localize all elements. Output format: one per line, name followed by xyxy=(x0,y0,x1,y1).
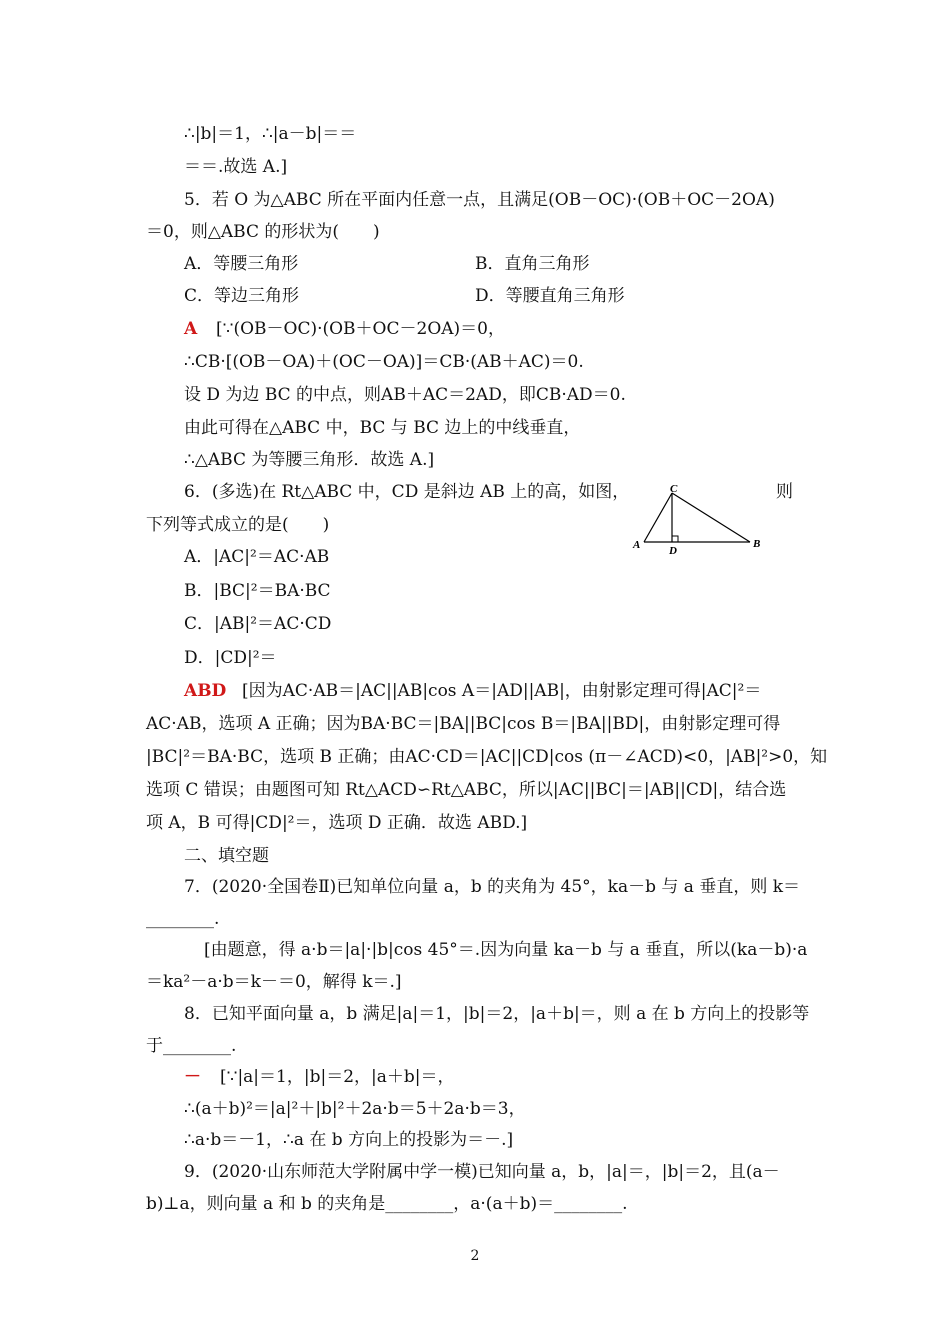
question-9: 9．(2020·山东师范大学附属中学一模)已知向量 a，b，|a|＝，|b|＝2，且(a－ xyxy=(184,1162,780,1182)
right-triangle-figure xyxy=(630,482,770,560)
question-6: 6．(多选)在 Rt△ABC 中，CD 是斜边 AB 上的高，如图， xyxy=(184,482,630,502)
label-c: C xyxy=(670,483,678,495)
answer-label: A xyxy=(184,319,198,339)
answer-label: － xyxy=(184,1067,201,1087)
text-line: 则 xyxy=(776,482,793,502)
option-b: B．|BC|²＝BA·BC xyxy=(184,581,331,601)
answer-blank: ________. xyxy=(146,909,220,929)
option-d: D．|CD|²＝ xyxy=(184,648,277,668)
side-cb xyxy=(672,493,750,542)
page-number: 2 xyxy=(470,1248,480,1264)
solution-line: 选项 C 错误；由题图可知 Rt△ACD∽Rt△ABC，所以|AC||BC|＝|AB||CD|，结合选 xyxy=(146,780,787,800)
label-d: D xyxy=(669,545,677,557)
solution-line: 由此可得在△ABC 中，BC 与 BC 边上的中线垂直， xyxy=(184,418,581,438)
answer-blank: 于________. xyxy=(146,1036,237,1056)
option-b: B．直角三角形 xyxy=(475,254,590,274)
solution-line: ∴CB·[(OB－OA)＋(OC－OA)]＝CB·(AB＋AC)＝0. xyxy=(184,352,584,372)
solution-line: [∵|a|＝1，|b|＝2，|a＋b|＝， xyxy=(220,1067,455,1087)
question-5: 5．若 O 为△ABC 所在平面内任意一点，且满足(OB－OC)·(OB＋OC－2OA) xyxy=(184,190,775,210)
right-angle-mark xyxy=(672,536,678,542)
answer-label: ABD xyxy=(184,681,227,701)
option-c: C．|AB|²＝AC·CD xyxy=(184,614,332,634)
text-line: 下列等式成立的是( ) xyxy=(146,515,330,535)
solution-line: 设 D 为边 BC 的中点，则AB＋AC＝2AD，即CB·AD＝0. xyxy=(184,385,626,405)
solution-line: [因为AC·AB＝|AC||AB|cos A＝|AD||AB|，由射影定理可得|AC|²＝ xyxy=(242,681,762,701)
side-ac xyxy=(644,493,672,542)
solution-line: [∵(OB－OC)·(OB＋OC－2OA)＝0， xyxy=(216,319,505,339)
solution-line: ＝ka²－a·b＝k－＝0，解得 k＝.] xyxy=(146,972,402,992)
option-c: C．等边三角形 xyxy=(184,286,300,306)
solution-line: 项 A，B 可得|CD|²＝，选项 D 正确．故选 ABD.] xyxy=(146,813,528,833)
label-b: B xyxy=(753,538,761,550)
solution-line: AC·AB，选项 A 正确；因为BA·BC＝|BA||BC|cos B＝|BA||BD|，由射影定理可得 xyxy=(146,714,781,734)
option-a: A．等腰三角形 xyxy=(184,254,299,274)
label-a: A xyxy=(633,539,641,551)
solution-line: ∴a·b＝－1，∴a 在 b 方向上的投影为＝－.] xyxy=(184,1130,514,1150)
solution-line: ∴△ABC 为等腰三角形．故选 A.] xyxy=(184,450,435,470)
text-line: ＝0，则△ABC 的形状为( ) xyxy=(146,222,380,242)
text-line: b)⊥a，则向量 a 和 b 的夹角是________，a·(a＋b)＝________. xyxy=(146,1194,628,1214)
section-heading: 二、填空题 xyxy=(184,846,269,866)
text-line: ＝＝.故选 A.] xyxy=(184,157,288,177)
option-d: D．等腰直角三角形 xyxy=(475,286,625,306)
question-7: 7．(2020·全国卷Ⅱ)已知单位向量 a，b 的夹角为 45°，ka－b 与 a 垂直，则 k＝ xyxy=(184,877,801,897)
option-a: A．|AC|²＝AC·AB xyxy=(184,547,330,567)
question-8: 8．已知平面向量 a，b 满足|a|＝1，|b|＝2，|a＋b|＝，则 a 在 b 方向上的投影等 xyxy=(184,1004,810,1024)
solution-line: |BC|²＝BA·BC，选项 B 正确；由AC·CD＝|AC||CD|cos (π－∠ACD)<0，|AB|²>0，知 xyxy=(146,747,828,767)
text-line: ∴|b|＝1，∴|a－b|＝＝ xyxy=(184,124,357,144)
solution-line: [由题意，得 a·b＝|a|·|b|cos 45°＝.因为向量 ka－b 与 a 垂直，所以(ka－b)·a xyxy=(204,940,808,960)
solution-line: ∴(a＋b)²＝|a|²＋|b|²＋2a·b＝5＋2a·b＝3， xyxy=(184,1099,526,1119)
